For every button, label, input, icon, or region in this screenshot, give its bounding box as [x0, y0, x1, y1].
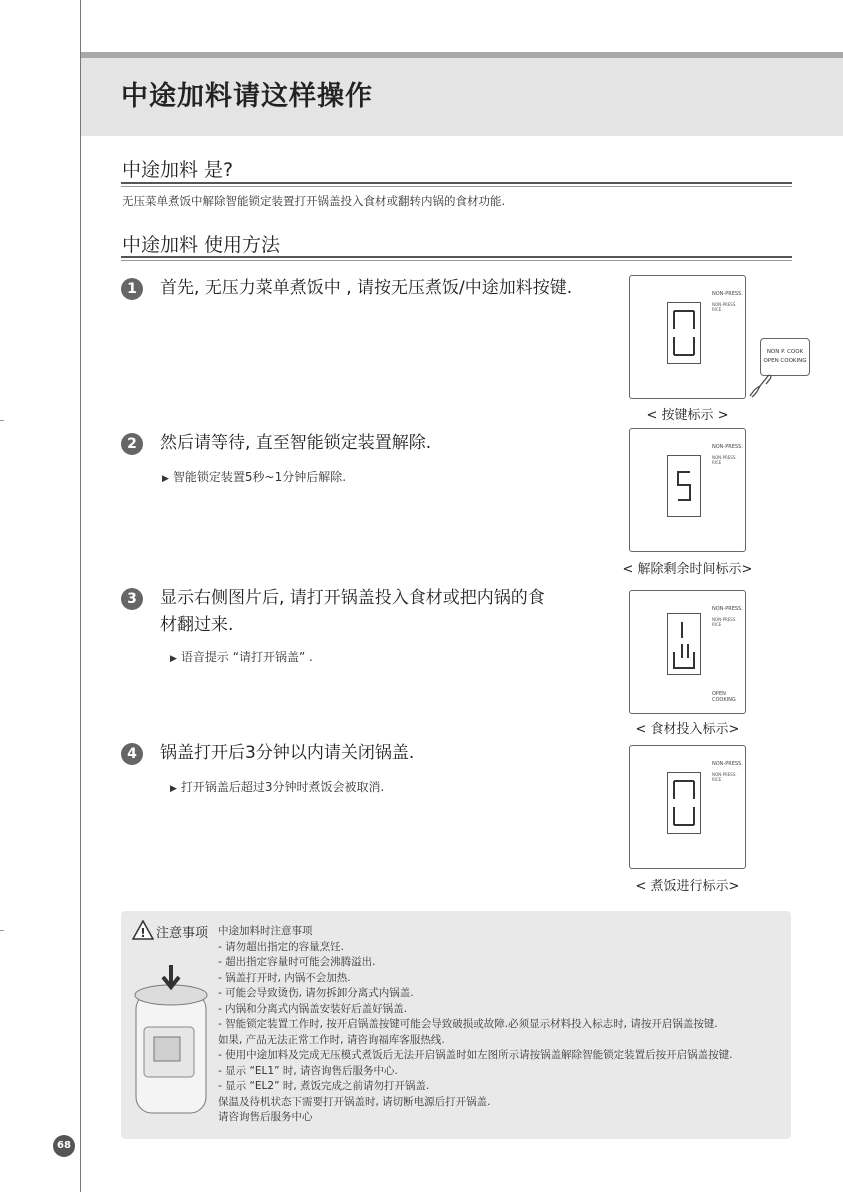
- play-icon: ▶: [162, 474, 169, 484]
- panel-label: NON-PRESS. RICE: [712, 455, 737, 465]
- caution-line: - 可能会导致烫伤, 请勿拆卸分离式内锅盖.: [218, 987, 414, 999]
- panel-label: OPEN COOKING: [712, 691, 736, 703]
- step-text: 然后请等待, 直至智能锁定装置解除.: [160, 433, 432, 453]
- play-icon: ▶: [170, 654, 177, 664]
- display-panel: [629, 745, 746, 869]
- caution-line: - 超出指定容量时可能会沸腾溢出.: [218, 956, 376, 968]
- panel-label: NON-PRESS.: [712, 761, 743, 767]
- margin-tick: [0, 930, 4, 931]
- segment-display-icon: [668, 456, 700, 516]
- step-number: 2: [121, 433, 143, 455]
- display-panel: [629, 275, 746, 399]
- section-rule: [121, 186, 792, 187]
- svg-text:!: !: [140, 926, 146, 940]
- step-text: 首先, 无压力菜单煮饭中 , 请按无压煮饭/中途加料按键.: [160, 278, 573, 298]
- panel-label: NON-PRESS. RICE: [712, 617, 737, 627]
- section-rule: [121, 260, 792, 261]
- caution-line: - 请勿超出指定的容量烹饪.: [218, 940, 344, 953]
- panel-label: NON-PRESS.: [712, 444, 743, 450]
- caution-line: - 智能锁定装置工作时, 按开启锅盖按键可能会导致破损或故障.必须显示材料投入标志时, 请按开启锅盖按键.: [218, 1018, 718, 1030]
- panel-caption: < 解除剩余时间标示>: [622, 562, 753, 577]
- panel-label: NON-PRESS. RICE: [712, 772, 737, 782]
- caution-title: 注意事项: [156, 926, 209, 941]
- lcd-display: [667, 302, 701, 364]
- caution-line: 请咨询售后服务中心: [218, 1111, 313, 1123]
- caution-line: 如果, 产品无法正常工作时, 请咨询福库客服热线.: [218, 1033, 445, 1046]
- step-number: 3: [121, 588, 143, 610]
- caution-line: - 锅盖打开时, 内锅不会加热.: [218, 971, 351, 984]
- section-intro-text: 无压菜单煮饭中解除智能锁定装置打开锅盖投入食材或翻转内锅的食材功能.: [122, 194, 506, 208]
- panel-caption: < 按键标示 >: [646, 408, 729, 423]
- page-title: 中途加料请这样操作: [121, 81, 373, 112]
- display-panel: [629, 428, 746, 552]
- step-number: 4: [121, 743, 143, 765]
- panel-caption: < 煮饭进行标示>: [635, 879, 740, 894]
- step-text: 锅盖打开后3分钟以内请关闭锅盖.: [160, 743, 415, 763]
- step-note: [170, 778, 384, 795]
- caution-list: [218, 924, 778, 1126]
- caution-line: 中途加料时注意事项: [218, 925, 313, 937]
- panel-label: NON-PRESS. RICE: [712, 302, 737, 312]
- segment-display-icon: [668, 303, 700, 363]
- page-number: 68: [53, 1135, 75, 1157]
- caution-line: 保温及待机状态下需要打开锅盖时, 请切断电源后打开锅盖.: [218, 1095, 491, 1108]
- lcd-display: [667, 455, 701, 517]
- margin-line: [80, 0, 81, 1192]
- pointing-hand-icon: [746, 370, 776, 400]
- section-rule: [121, 182, 792, 184]
- lcd-display: [667, 613, 701, 675]
- panel-label: NON-PRESS.: [712, 606, 743, 612]
- margin-tick: [0, 420, 4, 421]
- step-number: 1: [121, 278, 143, 300]
- step-note-text: 语音提示 “请打开锅盖” .: [180, 650, 313, 664]
- lcd-display: [667, 772, 701, 834]
- step-note: [162, 468, 346, 485]
- step-note-text: 打开锅盖后超过3分钟时煮饭会被取消.: [180, 780, 385, 794]
- caution-line: - 显示 “EL2” 时, 煮饭完成之前请勿打开锅盖.: [218, 1080, 430, 1092]
- segment-display-icon: [668, 773, 700, 833]
- step-note: [170, 648, 313, 665]
- title-banner: [81, 52, 843, 136]
- panel-label: NON-PRESS.: [712, 291, 743, 297]
- section-title-what: 中途加料 是?: [122, 159, 234, 181]
- section-rule: [121, 256, 792, 258]
- step-note-text: 智能锁定装置5秒~1分钟后解除.: [172, 470, 347, 484]
- button-label: OPEN COOKING: [763, 358, 807, 364]
- display-panel: [629, 590, 746, 714]
- segment-display-icon: [668, 614, 700, 674]
- caution-line: - 使用中途加料及完成无压模式煮饭后无法开启锅盖时如左图所示请按锅盖解除智能锁定装置后按开启锅盖按键.: [218, 1049, 733, 1061]
- rice-cooker-illustration: [130, 965, 215, 1125]
- warning-icon: [132, 920, 154, 940]
- play-icon: ▶: [170, 784, 177, 794]
- panel-caption: < 食材投入标示>: [635, 722, 740, 737]
- caution-line: - 内锅和分离式内锅盖安装好后盖好锅盖.: [218, 1002, 407, 1015]
- section-title-howto: 中途加料 使用方法: [122, 234, 281, 256]
- button-label: NON P. COOK: [766, 349, 804, 355]
- step-text: 显示右侧图片后, 请打开锅盖投入食材或把内锅的食材翻过来.: [160, 588, 545, 635]
- caution-line: - 显示 “EL1” 时, 请咨询售后服务中心.: [218, 1064, 398, 1077]
